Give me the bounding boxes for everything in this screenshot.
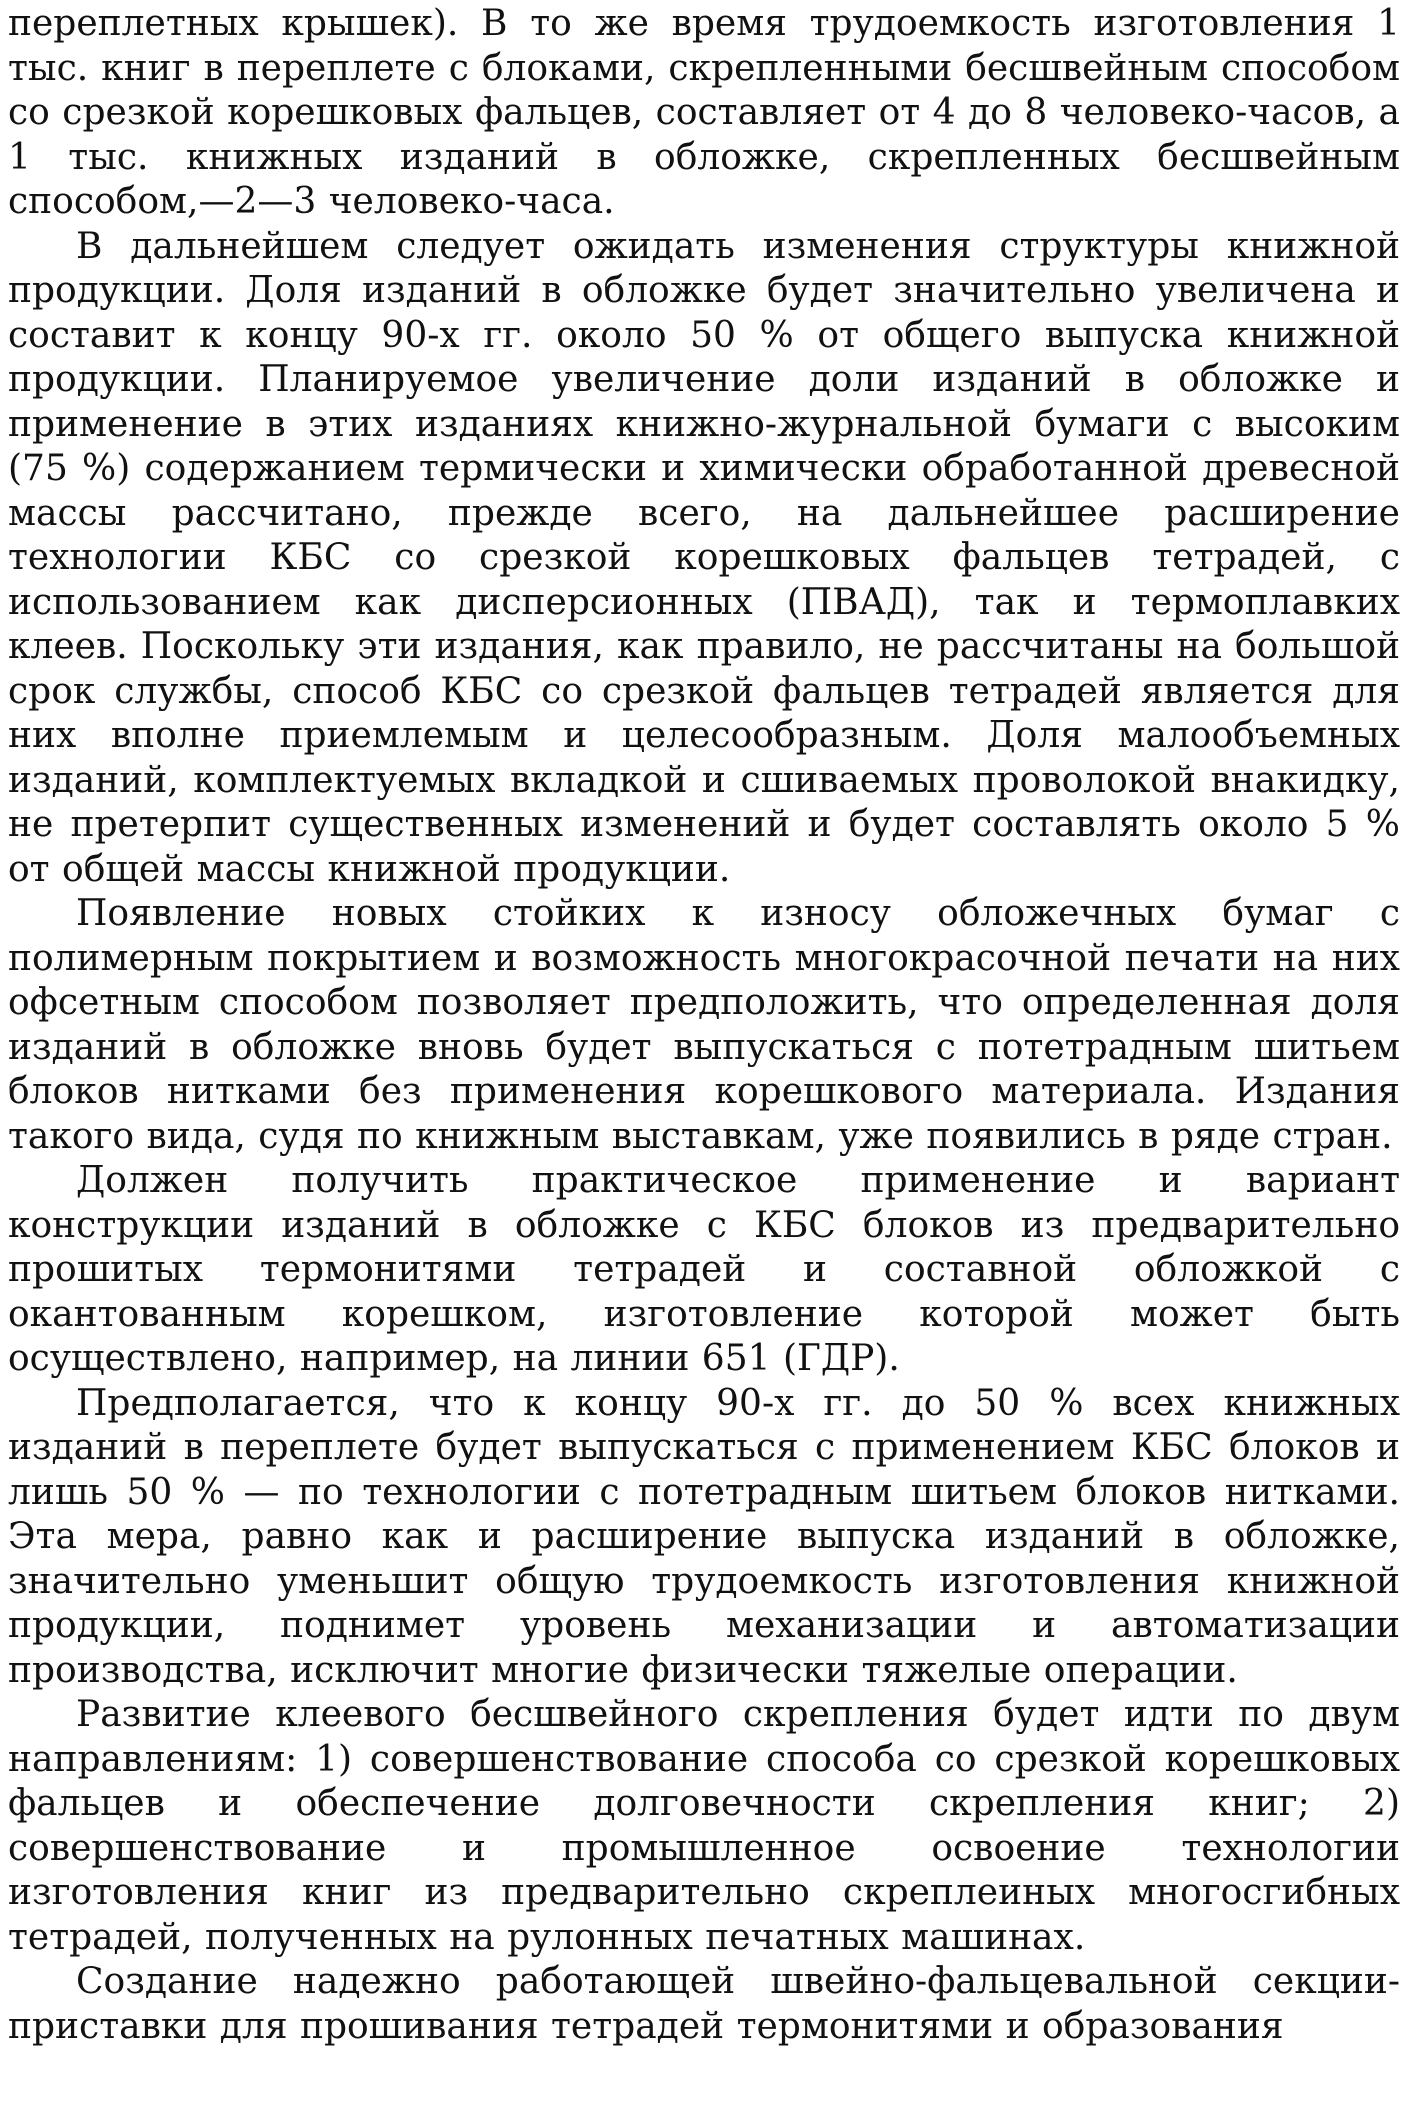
paragraph-continuation: переплетных крышек). В то же время трудоемкость изготовления 1 тыс. книг в переплете с блоками, скрепленными бесшвейным способом со срезкой корешковых фальцев, составляет от 4 до 8 человеко-часов, а 1 тыс. книжных изданий в обложке, скрепленных бесшвейным способом,—2—3 человеко-часа.: [8, 3, 1400, 222]
document-page: [8, 2, 1400, 2049]
paragraph-development-directions: Развитие клеевого бесшвейного скрепления будет идти по двум направлениям: 1) совершенствование способа со срезкой корешковых фальцев и обеспечение долговечности скрепления книг; 2) совершенствование и промышленное освоение технологии изготовления книг из предварительно скреплеиных многосгибных тетрадей, полученных на рулонных печатных машинах.: [8, 1694, 1400, 1958]
paragraph-structure-forecast: В дальнейшем следует ожидать изменения структуры книжной продукции. Доля изданий в обложке будет значительно увеличена и составит к концу 90-х гг. около 50 % от общего выпуска книжной продукции. Планируемое увеличение доли изданий в обложке и применение в этих изданиях книжно-журнальной бумаги с высоким (75 %) содержанием термически и химически обработанной древесной массы рассчитано, прежде всего, на дальнейшее расширение технологии КБС со срезкой корешковых фальцев тетрадей, с использованием как дисперсионных (ПВАД), так и термоплавких клеев. Поскольку эти издания, как правило, не рассчитаны на большой срок службы, способ КБС со срезкой фальцев тетрадей является для них вполне приемлемым и целесообразным. Доля малообъемных изданий, комплектуемых вкладкой и сшиваемых проволокой внакидку, не претерпит существенных изменений и будет составлять около 5 % от общей массы книжной продукции.: [8, 225, 1400, 890]
paragraph-new-cover-papers: Появление новых стойких к износу обложечных бумаг с полимерным покрытием и возможность многокрасочной печати на них офсетным способом позволяет предположить, что определенная доля изданий в обложке вновь будет выпускаться с потетрадным шитьем блоков нитками без применения корешкового материала. Издания такого вида, судя по книжным выставкам, уже появились в ряде стран.: [8, 893, 1400, 1157]
paragraph-construction-variant: Должен получить практическое применение и вариант конструкции изданий в обложке с КБС блоков из предварительно прошитых термонитями тетрадей и составной обложкой с окантованным корешком, изготовление которой может быть осуществлено, например, на линии 651 (ГДР).: [8, 1160, 1400, 1379]
paragraph-sewing-section: Создание надежно работающей швейно-фальцевальной секции-приставки для прошивания тетрадей термонитями и образования: [8, 1961, 1400, 2047]
paragraph-binding-share: Предполагается, что к концу 90-х гг. до 50 % всех книжных изданий в переплете будет выпускаться с применением КБС блоков и лишь 50 % — по технологии с потетрадным шитьем блоков нитками. Эта мера, равно как и расширение выпуска изданий в обложке, значительно уменьшит общую трудоемкость изготовления книжной продукции, поднимет уровень механизации и автоматизации производства, исключит многие физически тяжелые операции.: [8, 1382, 1400, 1691]
